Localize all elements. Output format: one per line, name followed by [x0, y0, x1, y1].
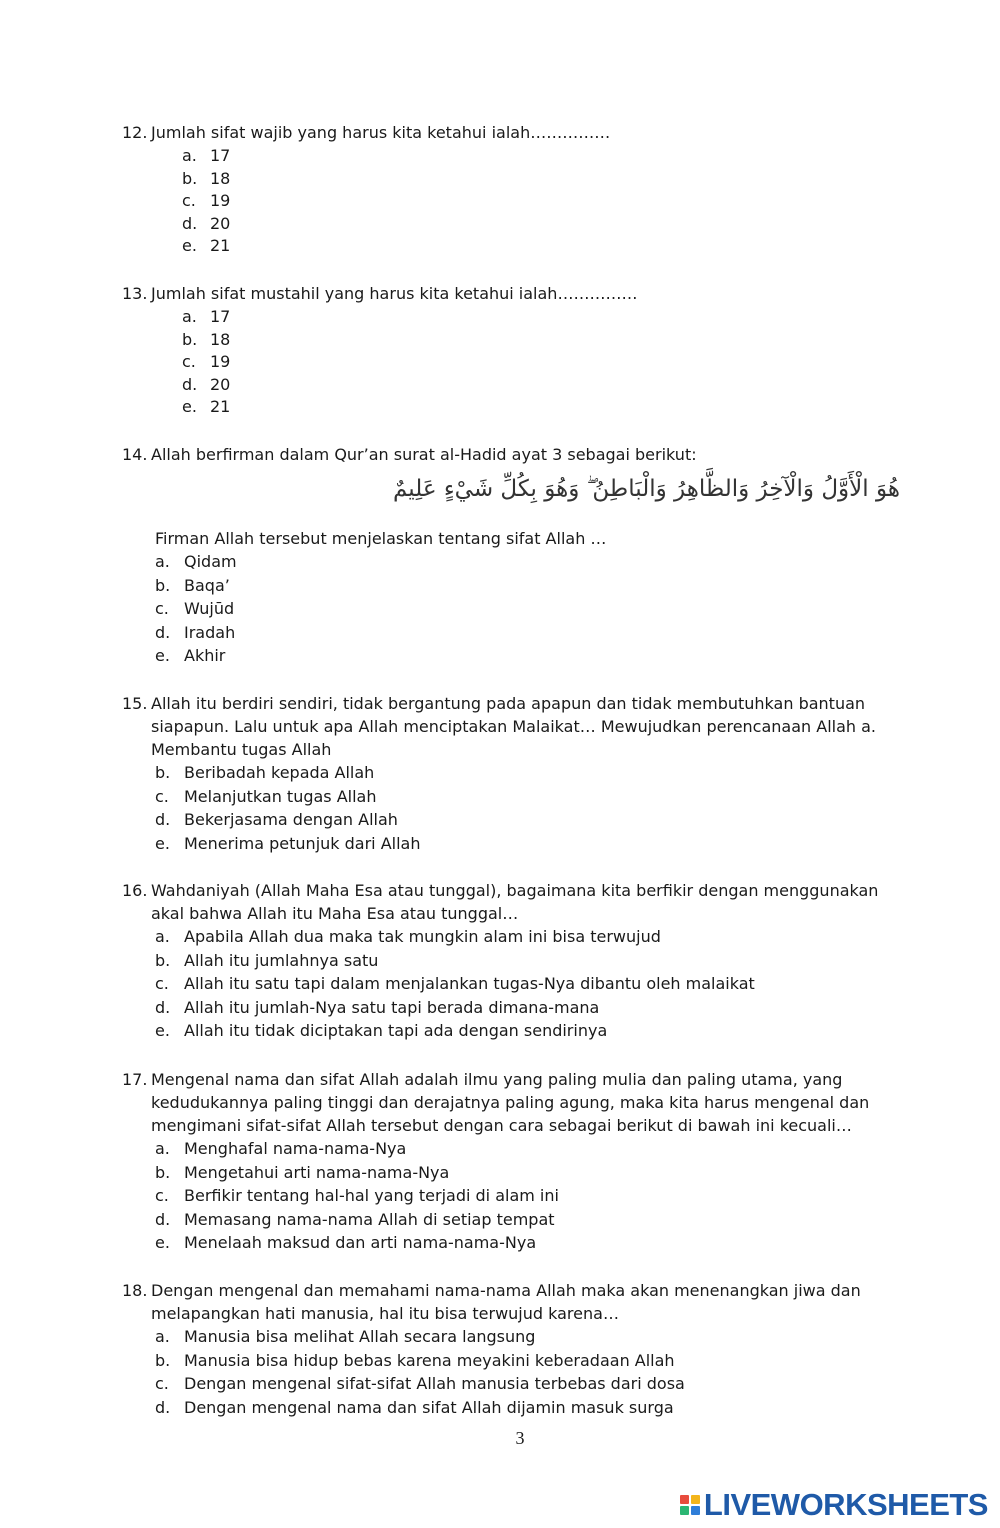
- question-15: [122, 692, 922, 855]
- question-18: [122, 1279, 922, 1419]
- question-number: 16.: [122, 881, 148, 900]
- option-d[interactable]: [122, 373, 922, 396]
- option-e[interactable]: [122, 1231, 922, 1255]
- question-text: Wahdaniyah (Allah Maha Esa atau tunggal), bagaimana kita berfikir dengan menggunakan akal bahwa Allah itu Maha Esa atau tunggal…: [151, 881, 879, 923]
- option-b[interactable]: [122, 328, 922, 351]
- option-letter: d.: [155, 810, 171, 830]
- option-a[interactable]: [122, 1137, 922, 1161]
- option-text: Dengan mengenal nama dan sifat Allah dijamin masuk surga: [184, 1397, 674, 1417]
- option-e[interactable]: [122, 234, 922, 257]
- option-b[interactable]: [122, 761, 922, 785]
- arabic-verse: هُوَ الْأَوَّلُ وَالْآخِرُ وَالظَّاهِرُ وَالْبَاطِنُ ۖ وَهُوَ بِكُلِّ شَيْءٍ عَلِيمٌ: [392, 476, 900, 502]
- option-letter: c.: [155, 974, 169, 994]
- option-text: 19: [210, 191, 231, 210]
- options-list: [122, 305, 922, 418]
- option-letter: e.: [182, 236, 197, 255]
- option-letter: b.: [182, 329, 198, 349]
- option-letter: c.: [182, 352, 196, 371]
- logo-square-blue: [691, 1506, 700, 1515]
- option-a[interactable]: [122, 144, 922, 167]
- option-letter: b.: [155, 763, 171, 782]
- option-text: Menelaah maksud dan arti nama-nama-Nya: [184, 1233, 537, 1253]
- option-letter: d.: [155, 997, 171, 1017]
- option-text: Bekerjasama dengan Allah: [184, 810, 398, 830]
- option-text: 17: [210, 146, 231, 165]
- option-letter: a.: [182, 146, 197, 165]
- option-letter: c.: [155, 786, 169, 806]
- option-d[interactable]: [122, 996, 922, 1020]
- option-b[interactable]: [122, 1349, 922, 1373]
- question-text: Allah berfirman dalam Qur’an surat al-Hadid ayat 3 sebagai berikut:: [151, 445, 697, 464]
- option-letter: b.: [182, 168, 198, 188]
- option-letter: b.: [155, 1162, 171, 1182]
- option-text: Apabila Allah dua maka tak mungkin alam ini bisa terwujud: [184, 927, 661, 946]
- question-text: Jumlah sifat mustahil yang harus kita ketahui ialah……………: [151, 284, 638, 303]
- option-letter: a.: [182, 307, 197, 326]
- option-b[interactable]: [122, 167, 922, 190]
- option-c[interactable]: [122, 1184, 922, 1208]
- option-letter: e.: [182, 397, 197, 416]
- logo-square-red: [680, 1495, 689, 1504]
- option-text: Akhir: [184, 646, 226, 666]
- question-17: [122, 1068, 922, 1255]
- question-text: Allah itu berdiri sendiri, tidak bergantung pada apapun dan tidak membutuhkan bantuan siapapun. Lalu untuk apa Allah menciptakan Malaikat… Mewujudkan perencanaan Allah a. Membantu tugas Allah: [151, 694, 877, 759]
- option-d[interactable]: [122, 212, 922, 235]
- option-c[interactable]: [122, 785, 922, 809]
- option-d[interactable]: [122, 1208, 922, 1232]
- option-letter: b.: [155, 1350, 171, 1370]
- option-d[interactable]: [122, 621, 922, 645]
- page-number: 3: [515, 1428, 525, 1448]
- option-b[interactable]: [122, 574, 922, 598]
- option-b[interactable]: [122, 1161, 922, 1185]
- option-text: Menghafal nama-nama-Nya: [184, 1139, 407, 1158]
- option-d[interactable]: [122, 1396, 922, 1420]
- option-b[interactable]: [122, 949, 922, 973]
- option-e[interactable]: [122, 644, 922, 668]
- option-e[interactable]: [122, 832, 922, 856]
- question-text: Jumlah sifat wajib yang harus kita ketahui ialah……………: [151, 123, 611, 142]
- option-text: Allah itu satu tapi dalam menjalankan tugas-Nya dibantu oleh malaikat: [184, 974, 755, 994]
- question-subtext: Firman Allah tersebut menjelaskan tentang sifat Allah …: [155, 529, 607, 548]
- option-text: Allah itu tidak diciptakan tapi ada dengan sendirinya: [184, 1021, 608, 1041]
- option-letter: b.: [155, 575, 171, 595]
- option-text: Manusia bisa hidup bebas karena meyakini keberadaan Allah: [184, 1350, 675, 1370]
- option-text: Manusia bisa melihat Allah secara langsung: [184, 1327, 536, 1346]
- option-letter: a.: [155, 1327, 170, 1346]
- option-text: 21: [210, 236, 231, 255]
- question-number: 13.: [122, 284, 148, 303]
- option-text: Berfikir tentang hal-hal yang terjadi di alam ini: [184, 1186, 559, 1206]
- option-text: 19: [210, 352, 231, 371]
- question-12: [122, 121, 922, 257]
- question-14: [122, 443, 922, 466]
- option-letter: e.: [155, 833, 170, 853]
- option-a[interactable]: [122, 925, 922, 949]
- question-number: 17.: [122, 1070, 148, 1089]
- options-list: [122, 925, 922, 1043]
- option-letter: b.: [155, 950, 171, 970]
- options-list: [122, 761, 922, 855]
- brand-name: LIVEWORKSHEETS: [703, 1487, 988, 1522]
- option-text: Dengan mengenal sifat-sifat Allah manusia terbebas dari dosa: [184, 1374, 685, 1394]
- liveworksheets-brand: [680, 1488, 988, 1522]
- option-text: 18: [210, 329, 231, 349]
- options-list: [122, 1137, 922, 1255]
- option-a[interactable]: [122, 1325, 922, 1349]
- option-c[interactable]: [122, 350, 922, 373]
- question-number: 12.: [122, 123, 148, 142]
- option-letter: d.: [155, 622, 171, 642]
- option-letter: d.: [155, 1209, 171, 1229]
- option-text: Mengetahui arti nama-nama-Nya: [184, 1162, 450, 1182]
- option-letter: e.: [155, 1233, 170, 1253]
- option-d[interactable]: [122, 808, 922, 832]
- question-13: [122, 282, 922, 418]
- option-letter: d.: [182, 374, 198, 394]
- option-c[interactable]: [122, 597, 922, 621]
- option-letter: c.: [155, 599, 169, 619]
- option-text: Baqa’: [184, 575, 230, 595]
- option-text: 17: [210, 307, 231, 326]
- option-a[interactable]: [122, 305, 922, 328]
- option-c[interactable]: [122, 972, 922, 996]
- option-letter: e.: [155, 646, 170, 666]
- option-letter: c.: [155, 1186, 169, 1206]
- logo-square-yellow: [691, 1495, 700, 1504]
- question-14-options: [122, 550, 922, 668]
- option-text: Wujūd: [184, 599, 235, 619]
- option-letter: d.: [182, 213, 198, 233]
- question-number: 18.: [122, 1281, 148, 1300]
- option-text: Iradah: [184, 622, 236, 642]
- option-letter: c.: [155, 1374, 169, 1394]
- option-text: Beribadah kepada Allah: [184, 763, 375, 782]
- options-list: [122, 144, 922, 257]
- option-text: Memasang nama-nama Allah di setiap tempat: [184, 1209, 555, 1229]
- option-text: Qidam: [184, 552, 237, 571]
- option-text: Menerima petunjuk dari Allah: [184, 833, 421, 853]
- question-16: [122, 879, 922, 1043]
- question-number: 15.: [122, 694, 148, 713]
- options-list: [122, 1325, 922, 1419]
- liveworksheets-logo-icon: [680, 1495, 700, 1515]
- option-letter: e.: [155, 1021, 170, 1041]
- logo-square-green: [680, 1506, 689, 1515]
- option-c[interactable]: [122, 189, 922, 212]
- question-number: 14.: [122, 445, 148, 464]
- option-e[interactable]: [122, 1019, 922, 1043]
- question-text: Dengan mengenal dan memahami nama-nama Allah maka akan menenangkan jiwa dan melapangkan hati manusia, hal itu bisa terwujud karena…: [151, 1281, 861, 1323]
- option-text: Melanjutkan tugas Allah: [184, 786, 377, 806]
- option-text: Allah itu jumlahnya satu: [184, 950, 379, 970]
- option-a[interactable]: [122, 550, 922, 574]
- option-text: 18: [210, 168, 231, 188]
- option-letter: c.: [182, 191, 196, 210]
- option-text: 21: [210, 397, 231, 416]
- question-text: Mengenal nama dan sifat Allah adalah ilmu yang paling mulia dan paling utama, yang kedudukannya paling tinggi dan derajatnya paling agung, maka kita harus mengenal dan mengimani sifat-sifat Allah tersebut dengan cara sebagai berikut di bawah ini kecuali…: [151, 1070, 870, 1135]
- option-letter: d.: [155, 1397, 171, 1417]
- option-text: 20: [210, 213, 231, 233]
- option-e[interactable]: [122, 395, 922, 418]
- option-letter: a.: [155, 927, 170, 946]
- option-letter: a.: [155, 1139, 170, 1158]
- options-list: [122, 550, 922, 668]
- option-c[interactable]: [122, 1372, 922, 1396]
- option-text: 20: [210, 374, 231, 394]
- option-letter: a.: [155, 552, 170, 571]
- option-text: Allah itu jumlah-Nya satu tapi berada dimana-mana: [184, 997, 600, 1017]
